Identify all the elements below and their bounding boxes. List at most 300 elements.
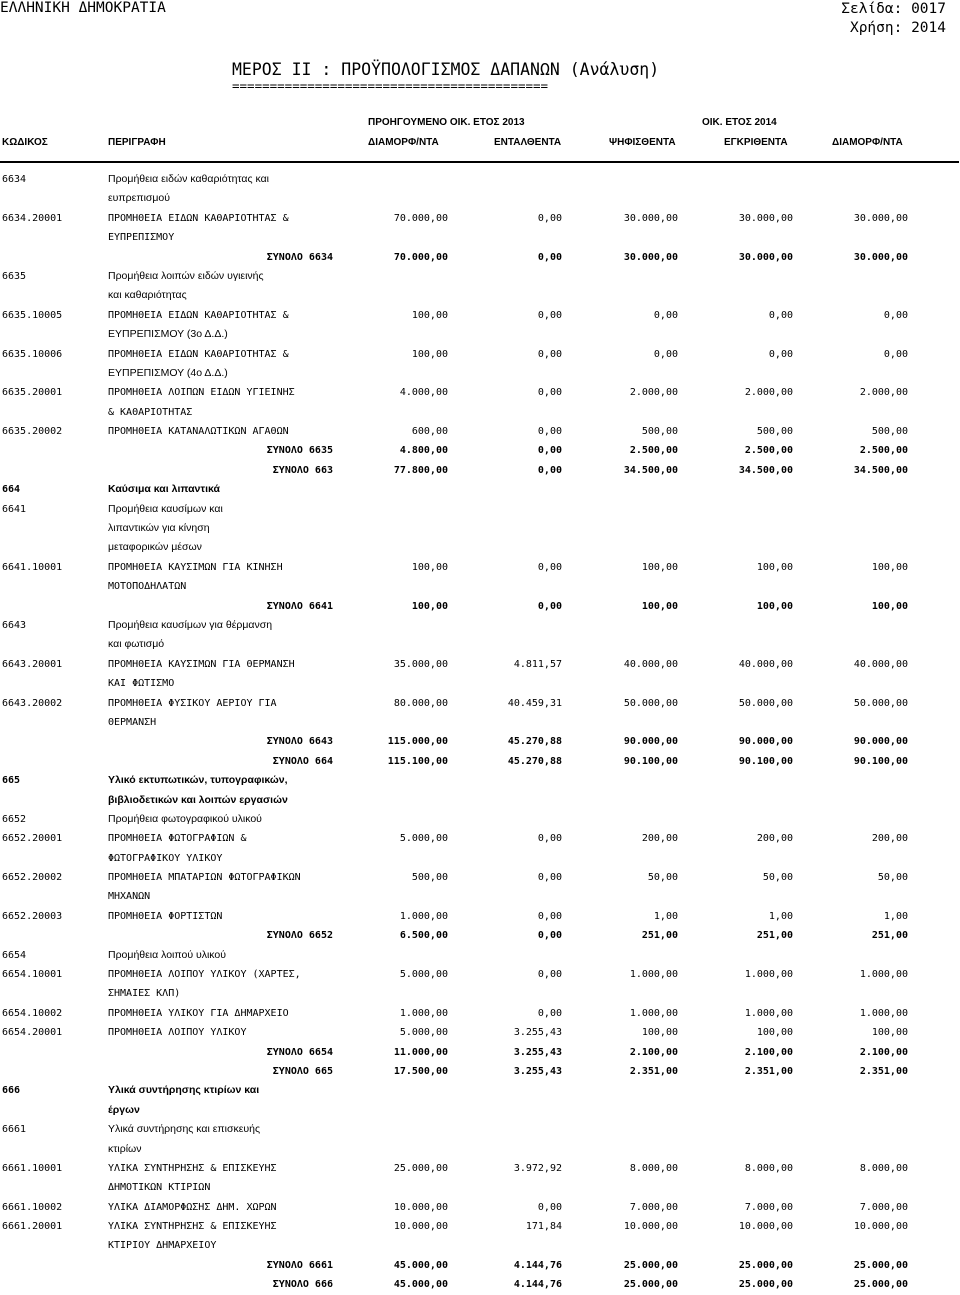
value-cell: 45.270,88 — [507, 755, 562, 767]
value-cell: 100,00 — [641, 561, 678, 573]
value-cell: 2.100,00 — [744, 1046, 793, 1058]
value-cell: 0,00 — [537, 426, 562, 438]
row-code: 6661.10001 — [2, 1162, 63, 1174]
row-description: ΠΡΟΜΗΘΕΙΑ ΛΟΙΠΟΥ ΥΛΙΚΟΥ — [108, 1027, 247, 1039]
row-description: ευπρεπισμού — [108, 192, 171, 205]
value-cell: 5.000,00 — [399, 833, 448, 845]
value-cell: 200,00 — [641, 833, 678, 845]
row-description: Υλικά συντήρησης και επισκευής — [108, 1123, 261, 1136]
table-row — [0, 791, 960, 810]
row-description: Καύσιμα και λιπαντικά — [108, 483, 220, 496]
value-cell: 90.000,00 — [738, 736, 793, 748]
value-cell: 0,00 — [537, 1007, 562, 1019]
value-cell: 4.144,76 — [513, 1259, 562, 1271]
total-label: ΣΥΝΟΛΟ 664 — [272, 755, 333, 767]
table-row — [0, 383, 960, 402]
row-code: 6654.20001 — [2, 1027, 63, 1039]
table-row — [0, 732, 960, 751]
value-cell: 1.000,00 — [859, 1007, 908, 1019]
value-cell: 1.000,00 — [859, 969, 908, 981]
value-cell: 1,00 — [768, 910, 793, 922]
row-description: κτιρίων — [108, 1142, 142, 1155]
table-row — [0, 1198, 960, 1217]
value-cell: 11.000,00 — [393, 1046, 448, 1058]
value-cell: 500,00 — [641, 426, 678, 438]
table-row — [0, 558, 960, 577]
table-row — [0, 209, 960, 228]
value-cell: 1.000,00 — [399, 1007, 448, 1019]
value-cell: 100,00 — [871, 600, 908, 612]
value-cell: 45.000,00 — [393, 1259, 448, 1271]
value-cell: 3.972,92 — [513, 1162, 562, 1174]
table-row — [0, 810, 960, 829]
row-description: ΜΟΤΟΠΟΔΗΛΑΤΩΝ — [108, 581, 187, 593]
value-cell: 100,00 — [411, 309, 448, 321]
value-cell: 70.000,00 — [393, 251, 448, 263]
row-code: 6643 — [2, 619, 27, 631]
value-cell: 34.500,00 — [853, 464, 908, 476]
value-cell: 34.500,00 — [623, 464, 678, 476]
value-cell: 0,00 — [537, 1201, 562, 1213]
row-code: 6652.20001 — [2, 833, 63, 845]
value-cell: 25.000,00 — [623, 1279, 678, 1291]
value-cell: 50.000,00 — [853, 697, 908, 709]
table-row — [0, 829, 960, 848]
value-cell: 2.100,00 — [859, 1046, 908, 1058]
table-row — [0, 345, 960, 364]
value-cell: 2.351,00 — [744, 1065, 793, 1077]
table-row — [0, 965, 960, 984]
value-cell: 0,00 — [537, 251, 562, 263]
value-cell: 0,00 — [537, 348, 562, 360]
page-info — [841, 0, 946, 38]
value-cell: 50.000,00 — [623, 697, 678, 709]
table-row — [0, 364, 960, 383]
table-row — [0, 926, 960, 945]
column-header-adjusted-prev: ΔΙΑΜΟΡΦ/ΝΤΑ — [368, 137, 439, 148]
value-cell: 2.351,00 — [859, 1065, 908, 1077]
table-row — [0, 1275, 960, 1294]
value-cell: 25.000,00 — [738, 1259, 793, 1271]
row-description: ΠΡΟΜΗΘΕΙΑ ΚΑΥΣΙΜΩΝ ΓΙΑ ΘΕΡΜΑΝΣΗ — [108, 658, 295, 670]
table-row — [0, 946, 960, 965]
row-description: Υλικά συντήρησης κτιρίων και — [108, 1084, 260, 1097]
row-description: ΔΗΜΟΤΙΚΩΝ ΚΤΙΡΙΩΝ — [108, 1182, 211, 1194]
value-cell: 4.144,76 — [513, 1279, 562, 1291]
table-row — [0, 1140, 960, 1159]
value-cell: 10.000,00 — [393, 1221, 448, 1233]
table-row — [0, 248, 960, 267]
value-cell: 0,00 — [537, 464, 562, 476]
fiscal-year: Χρήση: 2014 — [849, 20, 946, 36]
value-cell: 30.000,00 — [738, 212, 793, 224]
table-row — [0, 189, 960, 208]
row-code: 665 — [2, 775, 21, 787]
row-description: ΦΩΤΟΓΡΑΦΙΚΟΥ ΥΛΙΚΟΥ — [108, 852, 223, 864]
value-cell: 251,00 — [871, 930, 908, 942]
value-cell: 115.000,00 — [387, 736, 448, 748]
row-description: λιπαντικών για κίνηση — [108, 522, 210, 535]
table-row — [0, 422, 960, 441]
total-label: ΣΥΝΟΛΟ 6654 — [266, 1046, 333, 1058]
table-row — [0, 674, 960, 693]
total-label: ΣΥΝΟΛΟ 6641 — [266, 600, 333, 612]
row-code: 6661 — [2, 1124, 27, 1136]
table-row — [0, 597, 960, 616]
total-label: ΣΥΝΟΛΟ 665 — [272, 1065, 333, 1077]
country-header: ΕΛΛΗΝΙΚΗ ΔΗΜΟΚΡΑΤΙΑ — [0, 0, 166, 16]
total-label: ΣΥΝΟΛΟ 6652 — [266, 930, 333, 942]
value-cell: 50.000,00 — [738, 697, 793, 709]
value-cell: 34.500,00 — [738, 464, 793, 476]
value-cell: 100,00 — [411, 561, 448, 573]
value-cell: 4.000,00 — [399, 387, 448, 399]
value-cell: 200,00 — [756, 833, 793, 845]
value-cell: 100,00 — [871, 561, 908, 573]
row-code: 6643.20002 — [2, 697, 63, 709]
row-code: 6643.20001 — [2, 658, 63, 670]
value-cell: 5.000,00 — [399, 1027, 448, 1039]
value-cell: 3.255,43 — [513, 1046, 562, 1058]
value-cell: 4.811,57 — [513, 658, 562, 670]
value-cell: 0,00 — [537, 969, 562, 981]
row-code: 6635.10005 — [2, 309, 63, 321]
row-code: 6652.20003 — [2, 910, 63, 922]
table-row — [0, 1217, 960, 1236]
row-code: 6635 — [2, 270, 27, 282]
value-cell: 90.100,00 — [853, 755, 908, 767]
value-cell: 4.800,00 — [399, 445, 448, 457]
value-cell: 2.500,00 — [859, 445, 908, 457]
value-cell: 77.800,00 — [393, 464, 448, 476]
table-row — [0, 1023, 960, 1042]
value-cell: 40.000,00 — [738, 658, 793, 670]
value-cell: 0,00 — [537, 561, 562, 573]
value-cell: 30.000,00 — [623, 251, 678, 263]
row-code: 6634 — [2, 174, 27, 185]
table-row — [0, 538, 960, 557]
row-code: 664 — [2, 484, 21, 496]
row-description: ΚΤΙΡΙΟΥ ΔΗΜΑΡΧΕΙΟΥ — [108, 1240, 217, 1252]
table-row — [0, 577, 960, 596]
value-cell: 0,00 — [537, 445, 562, 457]
table-row — [0, 461, 960, 480]
value-cell: 30.000,00 — [853, 212, 908, 224]
row-description: ΥΛΙΚΑ ΣΥΝΤΗΡΗΣΗΣ & ΕΠΙΣΚΕΥΗΣ — [108, 1162, 277, 1174]
row-description: ΕΥΠΡΕΠΙΣΜΟΥ (3ο Δ.Δ.) — [108, 328, 228, 341]
row-code: 6652 — [2, 813, 27, 825]
value-cell: 0,00 — [537, 212, 562, 224]
table-row — [0, 170, 960, 189]
value-cell: 45.000,00 — [393, 1279, 448, 1291]
value-cell: 40.000,00 — [623, 658, 678, 670]
column-header-approved: ΕΓΚΡΙΘΕΝΤΑ — [724, 137, 788, 148]
value-cell: 45.270,88 — [507, 736, 562, 748]
table-row — [0, 1004, 960, 1023]
value-cell: 251,00 — [641, 930, 678, 942]
column-header-description: ΠΕΡΙΓΡΑΦΗ — [108, 137, 166, 148]
value-cell: 50,00 — [647, 872, 678, 884]
value-cell: 8.000,00 — [744, 1162, 793, 1174]
table-row — [0, 1159, 960, 1178]
value-cell: 90.000,00 — [853, 736, 908, 748]
value-cell: 115.100,00 — [387, 755, 448, 767]
table-row — [0, 752, 960, 771]
value-cell: 0,00 — [537, 930, 562, 942]
value-cell: 8.000,00 — [859, 1162, 908, 1174]
row-description: ΚΑΙ ΦΩΤΙΣΜΟ — [108, 678, 175, 690]
value-cell: 2.000,00 — [859, 387, 908, 399]
column-header-ordered: ΕΝΤΑΛΘΕΝΤΑ — [494, 137, 562, 148]
value-cell: 7.000,00 — [859, 1201, 908, 1213]
value-cell: 17.500,00 — [393, 1065, 448, 1077]
row-description: έργων — [108, 1103, 140, 1116]
value-cell: 25.000,00 — [853, 1259, 908, 1271]
total-label: ΣΥΝΟΛΟ 6635 — [266, 445, 333, 457]
row-description: ΣΗΜΑΙΕΣ ΚΛΠ) — [108, 988, 181, 1000]
table-row — [0, 286, 960, 305]
table-row — [0, 694, 960, 713]
value-cell: 2.500,00 — [744, 445, 793, 457]
table-row — [0, 519, 960, 538]
value-cell: 2.351,00 — [629, 1065, 678, 1077]
row-description: ΠΡΟΜΗΘΕΙΑ ΚΑΥΣΙΜΩΝ ΓΙΑ ΚΙΝΗΣΗ — [108, 561, 283, 573]
value-cell: 40.459,31 — [507, 697, 562, 709]
budget-table — [0, 170, 960, 1295]
value-cell: 3.255,43 — [513, 1027, 562, 1039]
value-cell: 25.000,00 — [738, 1279, 793, 1291]
table-row — [0, 403, 960, 422]
value-cell: 35.000,00 — [393, 658, 448, 670]
table-row — [0, 1101, 960, 1120]
value-cell: 0,00 — [537, 872, 562, 884]
table-row — [0, 1043, 960, 1062]
row-description: μεταφορικών μέσων — [108, 541, 202, 554]
value-cell: 5.000,00 — [399, 969, 448, 981]
row-description: Προμήθεια φωτογραφικού υλικού — [108, 812, 262, 825]
value-cell: 100,00 — [411, 348, 448, 360]
header-rule — [0, 161, 959, 163]
value-cell: 1.000,00 — [399, 910, 448, 922]
row-code: 6634.20001 — [2, 212, 63, 224]
period-current-header: ΟΙΚ. ΕΤΟΣ 2014 — [702, 117, 777, 128]
value-cell: 0,00 — [883, 309, 908, 321]
value-cell: 25.000,00 — [393, 1162, 448, 1174]
value-cell: 30.000,00 — [738, 251, 793, 263]
value-cell: 30.000,00 — [853, 251, 908, 263]
value-cell: 171,84 — [525, 1221, 562, 1233]
page-title: ΜΕΡΟΣ ΙΙ : ΠΡΟΫΠΟΛΟΓΙΣΜΟΣ ΔΑΠΑΝΩΝ (Ανάλυση) — [232, 60, 660, 79]
value-cell: 7.000,00 — [629, 1201, 678, 1213]
row-description: ΕΥΠΡΕΠΙΣΜΟΥ — [108, 232, 175, 244]
period-previous-header: ΠΡΟΗΓΟΥΜΕΝΟ ΟΙΚ. ΕΤΟΣ 2013 — [368, 117, 525, 128]
value-cell: 0,00 — [653, 348, 678, 360]
row-description: και καθαριότητας — [108, 289, 187, 302]
row-code: 6661.10002 — [2, 1201, 63, 1213]
row-description: ΠΡΟΜΗΘΕΙΑ ΕΙΔΩΝ ΚΑΘΑΡΙΟΤΗΤΑΣ & — [108, 348, 289, 360]
total-label: ΣΥΝΟΛΟ 666 — [272, 1279, 333, 1291]
value-cell: 30.000,00 — [623, 212, 678, 224]
value-cell: 1.000,00 — [629, 969, 678, 981]
value-cell: 2.500,00 — [629, 445, 678, 457]
table-row — [0, 887, 960, 906]
table-row — [0, 907, 960, 926]
value-cell: 100,00 — [641, 600, 678, 612]
total-label: ΣΥΝΟΛΟ 663 — [272, 464, 333, 476]
value-cell: 10.000,00 — [853, 1221, 908, 1233]
row-code: 666 — [2, 1085, 21, 1097]
value-cell: 10.000,00 — [738, 1221, 793, 1233]
table-row — [0, 1120, 960, 1139]
value-cell: 50,00 — [762, 872, 793, 884]
row-description: ΠΡΟΜΗΘΕΙΑ ΜΠΑΤΑΡΙΩΝ ΦΩΤΟΓΡΑΦΙΚΩΝ — [108, 872, 301, 884]
row-description: ΠΡΟΜΗΘΕΙΑ ΦΟΡΤΙΣΤΩΝ — [108, 910, 223, 922]
table-row — [0, 228, 960, 247]
value-cell: 0,00 — [537, 309, 562, 321]
row-code: 6641 — [2, 503, 27, 515]
row-description: ΠΡΟΜΗΘΕΙΑ ΥΛΙΚΟΥ ΓΙΑ ΔΗΜΑΡΧΕΙΟ — [108, 1007, 289, 1019]
row-code: 6641.10001 — [2, 561, 63, 573]
value-cell: 10.000,00 — [623, 1221, 678, 1233]
row-code: 6635.20001 — [2, 387, 63, 399]
value-cell: 100,00 — [641, 1027, 678, 1039]
column-header-code: ΚΩΔΙΚΟΣ — [2, 137, 48, 148]
total-label: ΣΥΝΟΛΟ 6643 — [266, 736, 333, 748]
title-underline: ========================================== — [232, 78, 549, 93]
row-description: ΠΡΟΜΗΘΕΙΑ ΛΟΙΠΩΝ ΕΙΔΩΝ ΥΓΙΕΙΝΗΣ — [108, 387, 295, 399]
value-cell: 100,00 — [411, 600, 448, 612]
value-cell: 50,00 — [877, 872, 908, 884]
value-cell: 25.000,00 — [853, 1279, 908, 1291]
value-cell: 100,00 — [756, 600, 793, 612]
table-row — [0, 1062, 960, 1081]
row-description: ΠΡΟΜΗΘΕΙΑ ΛΟΙΠΟΥ ΥΛΙΚΟΥ (ΧΑΡΤΕΣ, — [108, 969, 301, 981]
row-code: 6635.20002 — [2, 426, 63, 438]
value-cell: 100,00 — [871, 1027, 908, 1039]
table-row — [0, 267, 960, 286]
row-description: ΥΛΙΚΑ ΔΙΑΜΟΡΦΩΣΗΣ ΔΗΜ. ΧΩΡΩΝ — [108, 1201, 277, 1213]
total-label: ΣΥΝΟΛΟ 6661 — [266, 1259, 333, 1271]
row-description: ΜΗΧΑΝΩΝ — [108, 891, 151, 903]
value-cell: 500,00 — [411, 872, 448, 884]
value-cell: 6.500,00 — [399, 930, 448, 942]
value-cell: 600,00 — [411, 426, 448, 438]
value-cell: 1.000,00 — [744, 969, 793, 981]
value-cell: 40.000,00 — [853, 658, 908, 670]
table-row — [0, 771, 960, 790]
table-row — [0, 713, 960, 732]
row-description: Προμήθεια καυσίμων και — [108, 502, 223, 515]
value-cell: 10.000,00 — [393, 1201, 448, 1213]
value-cell: 0,00 — [768, 348, 793, 360]
value-cell: 1.000,00 — [744, 1007, 793, 1019]
value-cell: 0,00 — [653, 309, 678, 321]
row-description: ΠΡΟΜΗΘΕΙΑ ΦΥΣΙΚΟΥ ΑΕΡΙΟΥ ΓΙΑ — [108, 697, 277, 709]
row-description: & ΚΑΘΑΡΙΟΤΗΤΑΣ — [108, 406, 193, 418]
row-description: Προμήθεια καυσίμων για θέρμανση — [108, 618, 273, 631]
value-cell: 90.100,00 — [623, 755, 678, 767]
value-cell: 500,00 — [871, 426, 908, 438]
table-row — [0, 500, 960, 519]
value-cell: 0,00 — [883, 348, 908, 360]
table-row — [0, 655, 960, 674]
row-description: ΠΡΟΜΗΘΕΙΑ ΚΑΤΑΝΑΛΩΤΙΚΩΝ ΑΓΑΘΩΝ — [108, 426, 289, 438]
value-cell: 8.000,00 — [629, 1162, 678, 1174]
row-description: Προμήθεια λοιπού υλικού — [108, 948, 227, 961]
row-description: ΥΛΙΚΑ ΣΥΝΤΗΡΗΣΗΣ & ΕΠΙΣΚΕΥΗΣ — [108, 1221, 277, 1233]
row-description: ΠΡΟΜΗΘΕΙΑ ΕΙΔΩΝ ΚΑΘΑΡΙΟΤΗΤΑΣ & — [108, 212, 289, 224]
value-cell: 70.000,00 — [393, 212, 448, 224]
row-description: ΠΡΟΜΗΘΕΙΑ ΕΙΔΩΝ ΚΑΘΑΡΙΟΤΗΤΑΣ & — [108, 309, 289, 321]
table-row — [0, 849, 960, 868]
row-code: 6635.10006 — [2, 348, 63, 360]
value-cell: 90.100,00 — [738, 755, 793, 767]
row-description: και φωτισμό — [108, 638, 165, 651]
row-code: 6661.20001 — [2, 1221, 63, 1233]
table-row — [0, 984, 960, 1003]
value-cell: 80.000,00 — [393, 697, 448, 709]
total-label: ΣΥΝΟΛΟ 6634 — [266, 251, 333, 263]
value-cell: 251,00 — [756, 930, 793, 942]
row-description: ΠΡΟΜΗΘΕΙΑ ΦΩΤΟΓΡΑΦΙΩΝ & — [108, 833, 247, 845]
value-cell: 2.100,00 — [629, 1046, 678, 1058]
row-description: ΘΕΡΜΑΝΣΗ — [108, 716, 157, 728]
value-cell: 0,00 — [537, 833, 562, 845]
value-cell: 1,00 — [883, 910, 908, 922]
table-row — [0, 325, 960, 344]
page-number: Σελίδα: 0017 — [841, 1, 946, 17]
table-row — [0, 868, 960, 887]
value-cell: 1.000,00 — [629, 1007, 678, 1019]
value-cell: 0,00 — [537, 910, 562, 922]
value-cell: 2.000,00 — [744, 387, 793, 399]
value-cell: 2.000,00 — [629, 387, 678, 399]
table-row — [0, 1081, 960, 1100]
value-cell: 7.000,00 — [744, 1201, 793, 1213]
row-code: 6654.10001 — [2, 969, 63, 981]
table-row — [0, 1236, 960, 1255]
value-cell: 90.000,00 — [623, 736, 678, 748]
table-row — [0, 635, 960, 654]
value-cell: 500,00 — [756, 426, 793, 438]
row-description: Προμήθεια λοιπών ειδών υγιεινής — [108, 269, 264, 282]
table-row — [0, 441, 960, 460]
row-description: ΕΥΠΡΕΠΙΣΜΟΥ (4ο Δ.Δ.) — [108, 366, 228, 379]
value-cell: 1,00 — [653, 910, 678, 922]
table-row — [0, 480, 960, 499]
row-code: 6654 — [2, 949, 27, 961]
value-cell: 0,00 — [537, 600, 562, 612]
value-cell: 0,00 — [537, 387, 562, 399]
row-code: 6652.20002 — [2, 872, 63, 884]
row-description: Υλικό εκτυπωτικών, τυπογραφικών, — [108, 774, 288, 787]
column-header-adjusted-cur: ΔΙΑΜΟΡΦ/ΝΤΑ — [832, 137, 903, 148]
column-header-voted: ΨΗΦΙΣΘΕΝΤΑ — [609, 137, 676, 148]
table-row — [0, 616, 960, 635]
value-cell: 100,00 — [756, 561, 793, 573]
value-cell: 3.255,43 — [513, 1065, 562, 1077]
value-cell: 100,00 — [756, 1027, 793, 1039]
row-code: 6654.10002 — [2, 1007, 63, 1019]
value-cell: 200,00 — [871, 833, 908, 845]
row-description: βιβλιοδετικών και λοιπών εργασιών — [108, 793, 288, 806]
value-cell: 0,00 — [768, 309, 793, 321]
table-row — [0, 1256, 960, 1275]
row-description: Προμήθεια ειδών καθαριότητας και — [108, 173, 270, 185]
value-cell: 25.000,00 — [623, 1259, 678, 1271]
table-row — [0, 1178, 960, 1197]
table-row — [0, 306, 960, 325]
